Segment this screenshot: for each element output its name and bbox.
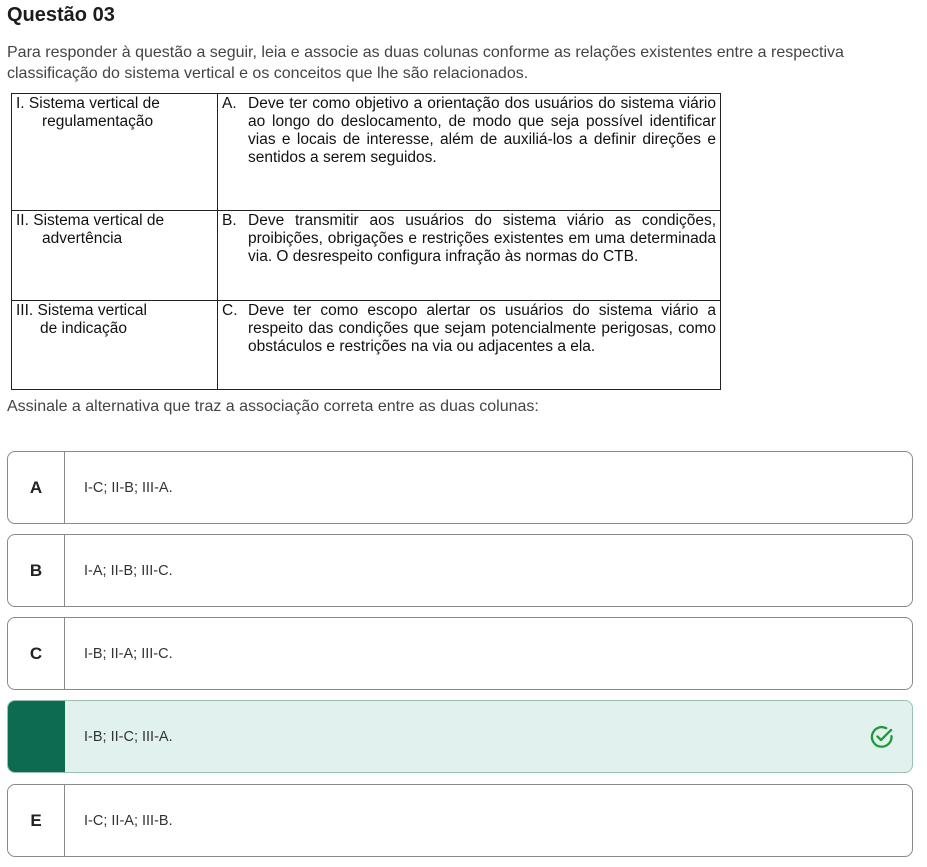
table-cell-left: [12, 211, 218, 301]
alternative-letter: A: [8, 452, 65, 523]
alternative-letter: E: [8, 785, 65, 856]
alternative-letter: B: [8, 535, 65, 606]
question-title: Questão 03: [7, 4, 115, 26]
question-intro: Para responder à questão a seguir, leia e associe as duas colunas conforme as relações existentes entre a respectiva classificação do sistema vertical e os conceitos que lhe são relacionados.: [7, 44, 844, 82]
alternative-text: I-A; II-B; III-C.: [84, 562, 173, 579]
left-line-1: III. Sistema vertical: [16, 302, 147, 319]
table-cell-right: [218, 211, 721, 301]
alternative-e[interactable]: [7, 784, 913, 857]
option-letter: B.: [222, 212, 237, 229]
alternative-letter: D: [8, 701, 65, 772]
left-line-2: advertência: [42, 230, 123, 247]
alternative-text: I-B; II-C; III-A.: [84, 728, 173, 745]
association-table: [11, 93, 721, 390]
table-row: [12, 211, 721, 301]
option-letter: C.: [222, 302, 238, 319]
table-cell-right: [218, 94, 721, 211]
alternative-text: I-B; II-A; III-C.: [84, 645, 173, 662]
table-cell-left: [12, 94, 218, 211]
question-instruction: Assinale a alternativa que traz a associação correta entre as duas colunas:: [7, 398, 539, 415]
check-circle-icon: [852, 701, 912, 772]
left-line-1: I. Sistema vertical de: [16, 95, 160, 112]
option-letter: A.: [222, 95, 237, 112]
option-text: Deve transmitir aos usuários do sistema viário as condições, proibições, obrigações e restrições existentes em uma determinada via. O desrespeito configura infração às normas do CTB.: [248, 212, 716, 265]
table-row: [12, 301, 721, 390]
table-cell-right: [218, 301, 721, 390]
left-line-2: de indicação: [40, 320, 128, 337]
table-cell-left: [12, 301, 218, 390]
option-text: Deve ter como objetivo a orientação dos usuários do sistema viário ao longo do deslocamento, de modo que seja possível identificar vias e locais de interesse, além de auxiliá-los a definir direções e sentidos a serem seguidos.: [248, 95, 716, 166]
alternative-letter: C: [8, 618, 65, 689]
option-text: Deve ter como escopo alertar os usuários do sistema viário a respeito das condições que sejam potencialmente perigosas, como obstáculos e restrições na via ou adjacentes a ela.: [248, 302, 716, 355]
alternative-c[interactable]: [7, 617, 913, 690]
alternative-text: I-C; II-B; III-A.: [84, 479, 173, 496]
alternative-d[interactable]: [7, 700, 913, 773]
left-line-2: regulamentação: [42, 113, 154, 130]
alternative-text: I-C; II-A; III-B.: [84, 812, 173, 829]
table-row: [12, 94, 721, 211]
alternative-a[interactable]: [7, 451, 913, 524]
left-line-1: II. Sistema vertical de: [16, 212, 165, 229]
alternative-b[interactable]: [7, 534, 913, 607]
